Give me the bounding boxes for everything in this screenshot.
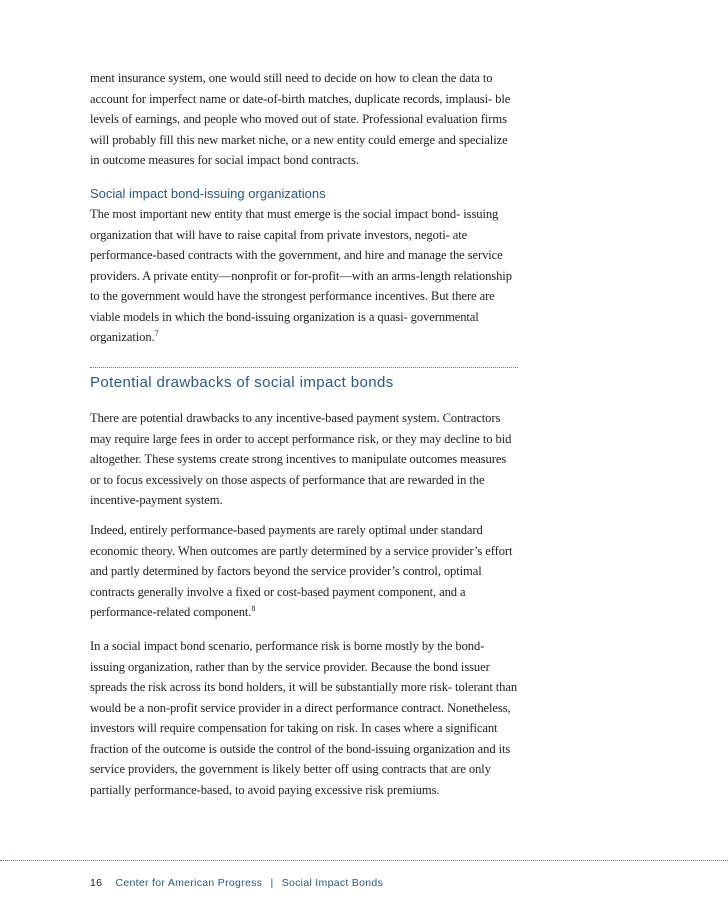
footer-divider [0,860,728,861]
section-paragraph-2-block [90,520,518,623]
footer-organization: Center for American Progress [115,877,263,889]
intro-paragraph: ment insurance system, one would still need to decide on how to clean the data to account for imperfect name or date-of-birth matches, duplicate records, implausi- ble levels of earnings, and people who moved out of state. Professional evaluation firms will probably fill this new market niche, or a new entity could emerge and specialize in outcome measures for social impact bond contracts. [90,71,511,167]
section-paragraph-1: There are potential drawbacks to any incentive-based payment system. Contractors may require large fees in order to accept performance risk, or they may decline to bid altogether. These systems create strong incentives to manipulate outcomes measures or to focus excessively on those aspects of performance that are rewarded in the incentive-payment system. [90,411,512,507]
subsection-heading: Social impact bond-issuing organizations [90,186,326,201]
section-header [90,374,518,391]
page-number: 16 [90,877,103,889]
section-paragraph-3-block [90,636,518,800]
intro-block [90,68,518,171]
page-footer [90,877,383,889]
footer-document-title: Social Impact Bonds [281,877,384,889]
section-paragraph-3: In a social impact bond scenario, performance risk is borne mostly by the bond- issuing organization, rather than by the service provider. Because the bond issuer spreads the risk across its bond holders, it will be substantially more risk- tolerant than would be a non-profit service provider in a direct performance contract. Nonetheless, investors will require compensation for taking on risk. In cases where a significant fraction of the outcome is outside the control of the bond-issuing organization and its service providers, the government is likely better off using contracts that are only partially performance-based, to avoid paying excessive risk premiums. [90,639,518,797]
section-divider [90,367,518,368]
section-paragraph-1-block [90,408,518,511]
footnote-ref-7: 7 [154,329,159,338]
section-paragraph-2 [90,520,518,623]
section-title: Potential drawbacks of social impact bonds [90,374,394,391]
footer-separator: | [270,877,274,889]
section-paragraph-2-text: Indeed, entirely performance-based payments are rarely optimal under standard economic theory. When outcomes are partly determined by a service provider’s effort and partly determined by factors beyond the service provider’s control, optimal contracts generally involve a fixed or cost-based payment component, and a performance-related component. [90,523,513,619]
subsection-paragraph-text: The most important new entity that must emerge is the social impact bond- issuing organization that will have to raise capital from private investors, negoti- ate performance-based contracts with the government, and hire and manage the service providers. A private entity—nonprofit or for-profit—with an arms-length relationship to the government would have the strongest performance incentives. But there are viable models in which the bond-issuing organization is a quasi- governmental organization. [90,207,512,344]
subsection-block [90,184,518,348]
footnote-ref-8: 8 [251,604,256,613]
subsection-paragraph [90,204,518,348]
